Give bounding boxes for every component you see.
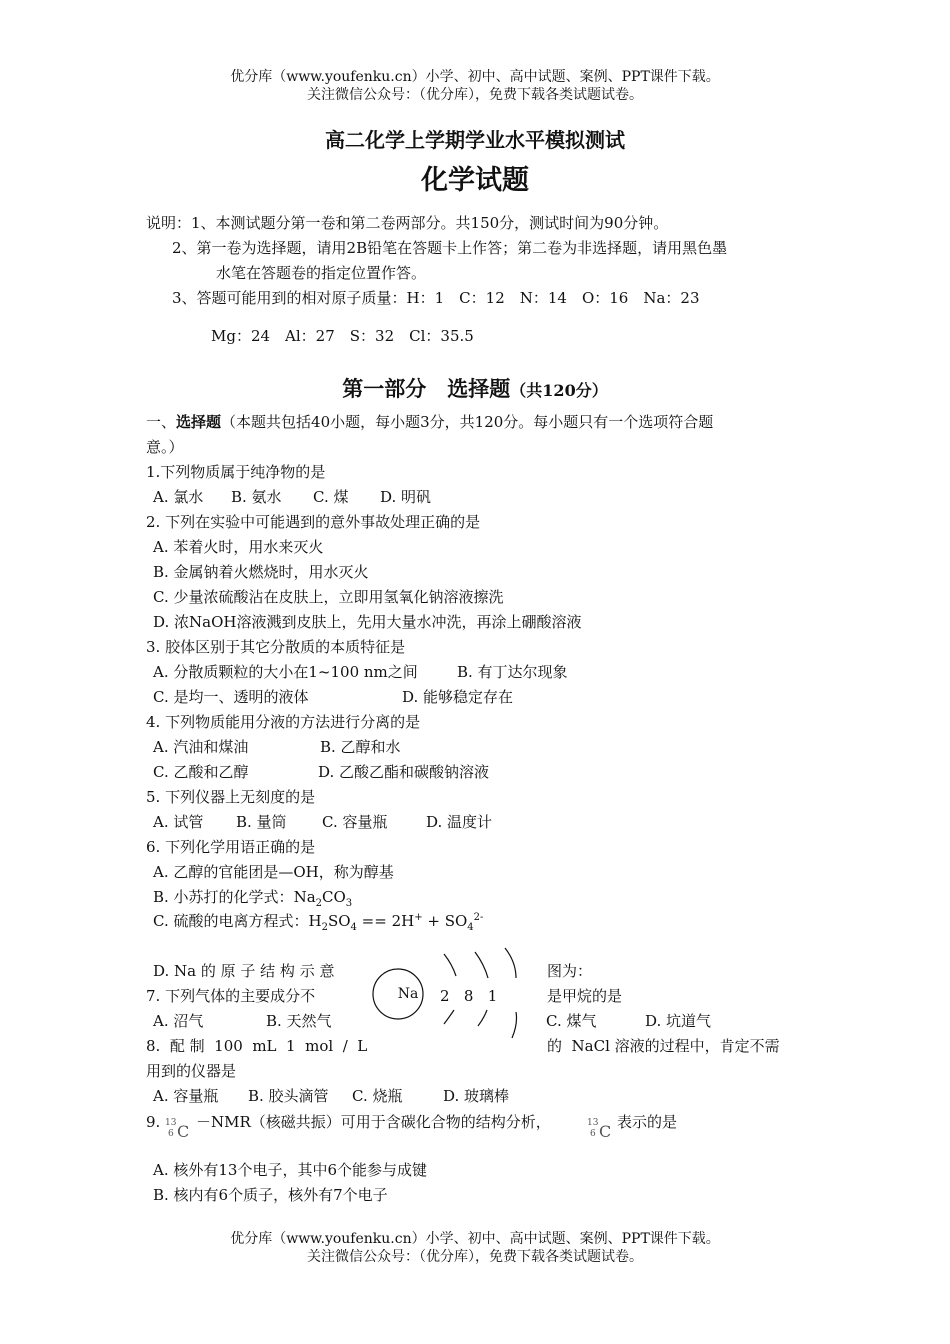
q4-stem: 4. 下列物质能用分液的方法进行分离的是	[146, 713, 421, 731]
q7-option-c: C. 煤气	[546, 1012, 597, 1030]
shell-arc-3-bottom	[512, 1012, 517, 1038]
q7-option-b: B. 天然气	[266, 1012, 332, 1030]
q6-option-a: A. 乙醇的官能团是—OH，称为醇基	[153, 863, 394, 881]
note-2: 2、第一卷为选择题，请用2B铅笔在答题卡上作答；第二卷为非选择题，请用黑色墨	[172, 239, 728, 257]
q1-option-b: B. 氨水	[231, 488, 282, 506]
q6-option-b-text: B. 小苏打的化学式：	[153, 888, 294, 906]
q8-stem: 8. 配 制 100 mL 1 mol / L	[146, 1037, 368, 1055]
q6-option-d-end: 图为：	[547, 962, 593, 980]
q1-stem: 1.下列物质属于纯净物的是	[146, 463, 326, 481]
note-2-cont: 水笔在答题卷的指定位置作答。	[216, 264, 427, 282]
q8-option-b: B. 胶头滴管	[248, 1087, 329, 1105]
page-footer-line1: 优分库（www.youfenku.cn）小学、初中、高中试题、案例、PPT课件下载。	[230, 1231, 720, 1247]
q9-stem-end: 表示的是	[617, 1113, 678, 1131]
q2-option-c: C. 少量浓硫酸沾在皮肤上，立即用氢氧化钠溶液擦洗	[153, 588, 504, 606]
q5-stem: 5. 下列仪器上无刻度的是	[146, 788, 316, 806]
shell-arc-2-top	[475, 952, 488, 978]
q6-option-d: D. Na 的 原 子 结 构 示 意	[153, 962, 335, 980]
isotope-element-2: C	[599, 1122, 612, 1141]
q5-option-b: B. 量筒	[236, 813, 287, 831]
q4-option-d: D. 乙酸乙酯和碳酸钠溶液	[318, 763, 490, 781]
q7-stem-end: 是甲烷的是	[547, 987, 623, 1005]
q2-option-b: B. 金属钠着火燃烧时，用水灭火	[153, 563, 369, 581]
q7-option-d: D. 坑道气	[645, 1012, 712, 1030]
c13-isotope-symbol	[165, 1118, 190, 1141]
q5-option-a: A. 试管	[153, 813, 204, 831]
exam-subtitle: 化学试题	[421, 165, 529, 196]
q9-option-b: B. 核内有6个质子，核外有7个电子	[153, 1186, 388, 1204]
q8-stem-end: 的 NaCl 溶液的过程中，肯定不需	[547, 1037, 780, 1055]
shell-arc-3-top	[505, 948, 516, 978]
q7-option-a: A. 沼气	[153, 1012, 204, 1030]
note-3-cont: Mg：24 Al：27 S：32 Cl：35.5	[211, 327, 474, 345]
note-1: 说明：1、本测试题分第一卷和第二卷两部分。共150分，测试时间为90分钟。	[146, 214, 669, 232]
q9-stem: －NMR（核磁共振）可用于含碳化合物的结构分析，	[196, 1113, 551, 1131]
q1-option-d: D. 明矾	[380, 488, 432, 506]
page-footer-line2: 关注微信公众号：（优分库），免费下载各类试题试卷。	[307, 1249, 643, 1265]
section-label: 选择题	[176, 413, 222, 431]
q3-option-c: C. 是均一、透明的液体	[153, 688, 309, 706]
q8-option-d: D. 玻璃棒	[443, 1087, 510, 1105]
part-score: （共120分）	[510, 381, 608, 400]
q6-option-c-text: C. 硫酸的电离方程式：	[153, 912, 309, 930]
isotope-mass-number: 13	[165, 1118, 177, 1128]
q4-option-a: A. 汽油和煤油	[153, 738, 249, 756]
q6-option-b: B. 小苏打的化学式：$Na_2CO_3$	[153, 888, 353, 909]
isotope-atomic-number-2: 6	[590, 1129, 596, 1139]
section-desc: （本题共包括40小题，每小题3分，共120分。每小题只有一个选项符合题	[221, 413, 714, 431]
atom-shell-electrons: 2 8 1	[440, 987, 498, 1005]
section-prefix: 一、	[146, 413, 177, 431]
q3-option-d: D. 能够稳定存在	[402, 688, 514, 706]
shell-arc-1-bottom	[444, 1010, 454, 1024]
q9-number: 9.	[146, 1113, 161, 1131]
part-title-text: 第一部分 选择题	[342, 376, 511, 401]
q4-option-b: B. 乙醇和水	[320, 738, 401, 756]
q8-stem-cont: 用到的仪器是	[146, 1062, 237, 1080]
q3-option-a: A. 分散质颗粒的大小在1~100 nm之间	[153, 663, 418, 681]
q5-option-d: D. 温度计	[426, 813, 493, 831]
q2-option-d: D. 浓NaOH溶液溅到皮肤上，先用大量水冲洗，再涂上硼酸溶液	[153, 613, 582, 631]
shell-arc-1-top	[444, 954, 456, 976]
q4-option-c: C. 乙酸和乙醇	[153, 763, 249, 781]
q2-option-a: A. 苯着火时，用水来灭火	[153, 538, 324, 556]
isotope-element: C	[177, 1122, 190, 1141]
note-3: 3、答题可能用到的相对原子质量：H：1 C：12 N：14 O：16 Na：23	[172, 289, 700, 307]
shell-arc-2-bottom	[478, 1010, 487, 1026]
q8-option-c: C. 烧瓶	[352, 1087, 403, 1105]
part-title	[0, 373, 950, 403]
isotope-mass-number-2: 13	[587, 1118, 599, 1128]
section-desc-cont: 意。）	[146, 438, 184, 456]
q3-option-b: B. 有丁达尔现象	[457, 663, 568, 681]
page-header-line2: 关注微信公众号：（优分库），免费下载各类试题试卷。	[307, 87, 643, 103]
q5-option-c: C. 容量瓶	[322, 813, 388, 831]
q7-stem: 7. 下列气体的主要成分不	[146, 987, 316, 1005]
exam-title: 高二化学上学期学业水平模拟测试	[325, 128, 625, 152]
q1-option-c: C. 煤	[313, 488, 349, 506]
q8-option-a: A. 容量瓶	[153, 1087, 219, 1105]
q3-stem: 3. 胶体区别于其它分散质的本质特征是	[146, 638, 406, 656]
q1-option-a: A. 氯水	[153, 488, 204, 506]
atom-nucleus-label: Na	[397, 986, 419, 1002]
q6-option-c: C. 硫酸的电离方程式：$H_2SO_4 == 2H^+ + SO_4^{2-}$	[153, 912, 484, 933]
q9-option-a: A. 核外有13个电子，其中6个能参与成键	[153, 1161, 428, 1179]
section-intro	[146, 411, 713, 433]
isotope-atomic-number: 6	[168, 1129, 174, 1139]
page-header-line1: 优分库（www.youfenku.cn）小学、初中、高中试题、案例、PPT课件下载。	[230, 69, 720, 85]
q6-stem: 6. 下列化学用语正确的是	[146, 838, 316, 856]
q2-stem: 2. 下列在实验中可能遇到的意外事故处理正确的是	[146, 513, 481, 531]
c13-isotope-symbol-2	[587, 1118, 612, 1141]
